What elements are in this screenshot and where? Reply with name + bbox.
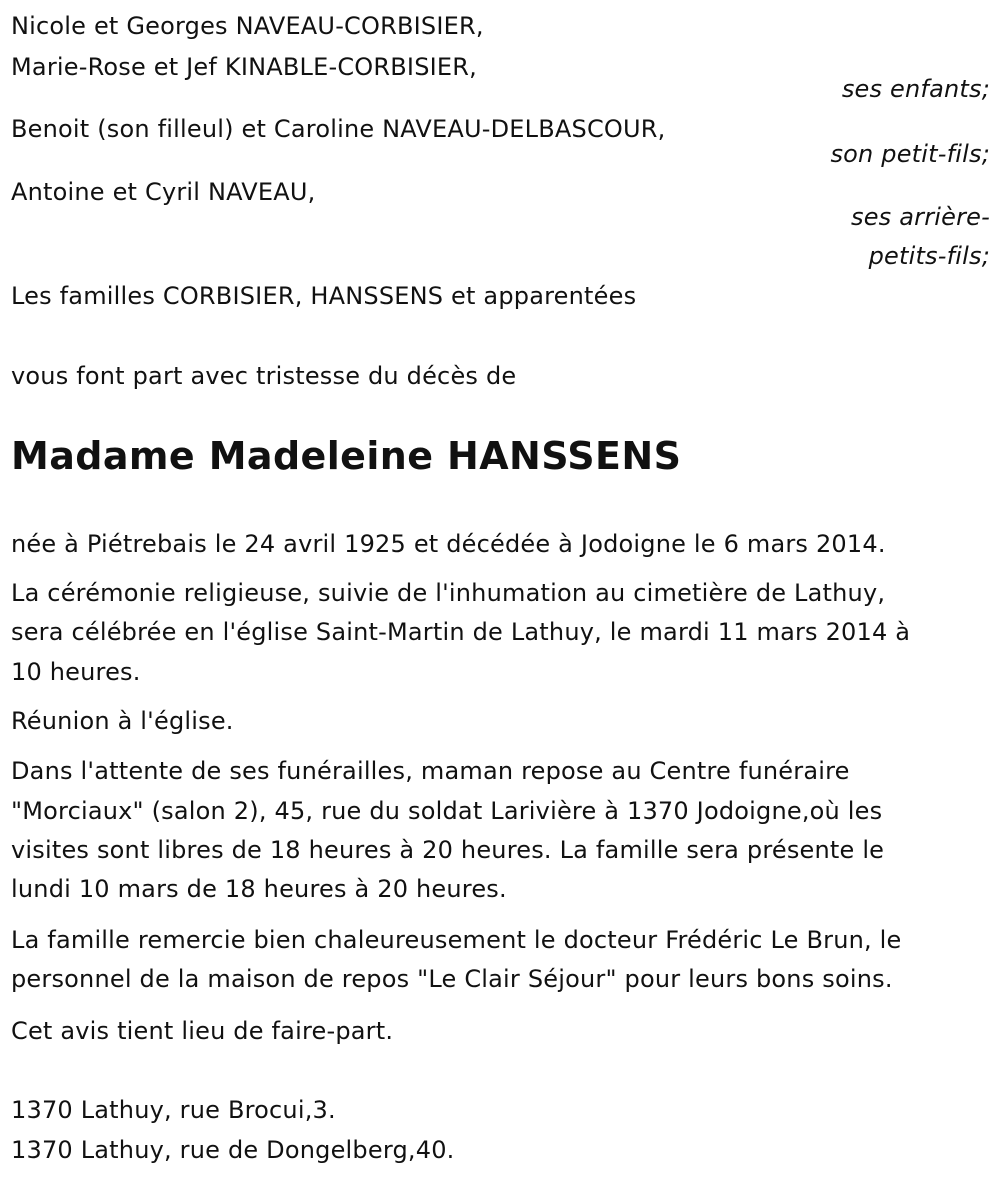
thanks-line-2: personnel de la maison de repos "Le Clair Séjour" pour leurs bons soins. <box>11 965 893 993</box>
children-role: ses enfants; <box>841 75 990 103</box>
announcement-intro: vous font part avec tristesse du décès de <box>11 362 517 390</box>
great-grandsons-role-1: ses arrière- <box>851 203 990 231</box>
thanks-line-1: La famille remercie bien chaleureusement le docteur Frédéric Le Brun, le <box>11 926 902 954</box>
children-line-1: Nicole et Georges NAVEAU-CORBISIER, <box>11 12 484 40</box>
great-grandsons-line: Antoine et Cyril NAVEAU, <box>11 178 316 206</box>
ceremony-line-3: 10 heures. <box>11 658 141 686</box>
grandson-line: Benoit (son filleul) et Caroline NAVEAU-DELBASCOUR, <box>11 115 666 143</box>
great-grandsons-role-2: petits-fils; <box>868 242 990 270</box>
address-1: 1370 Lathuy, rue Brocui,3. <box>11 1096 336 1124</box>
reunion-line: Réunion à l'église. <box>11 707 234 735</box>
funeral-home-line-4: lundi 10 mars de 18 heures à 20 heures. <box>11 875 507 903</box>
birth-death-line: née à Piétrebais le 24 avril 1925 et décédée à Jodoigne le 6 mars 2014. <box>11 530 886 558</box>
funeral-home-line-2: "Morciaux" (salon 2), 45, rue du soldat Larivière à 1370 Jodoigne,où les <box>11 797 883 825</box>
children-line-2: Marie-Rose et Jef KINABLE-CORBISIER, <box>11 53 477 81</box>
notice-line: Cet avis tient lieu de faire-part. <box>11 1017 394 1045</box>
ceremony-line-1: La cérémonie religieuse, suivie de l'inhumation au cimetière de Lathuy, <box>11 579 886 607</box>
address-2: 1370 Lathuy, rue de Dongelberg,40. <box>11 1136 455 1164</box>
grandson-role: son petit-fils; <box>830 140 990 168</box>
funeral-home-line-1: Dans l'attente de ses funérailles, maman repose au Centre funéraire <box>11 757 850 785</box>
deceased-name: Madame Madeleine HANSSENS <box>11 434 682 478</box>
ceremony-line-2: sera célébrée en l'église Saint-Martin de Lathuy, le mardi 11 mars 2014 à <box>11 618 911 646</box>
families-line: Les familles CORBISIER, HANSSENS et apparentées <box>11 282 637 310</box>
funeral-home-line-3: visites sont libres de 18 heures à 20 heures. La famille sera présente le <box>11 836 885 864</box>
